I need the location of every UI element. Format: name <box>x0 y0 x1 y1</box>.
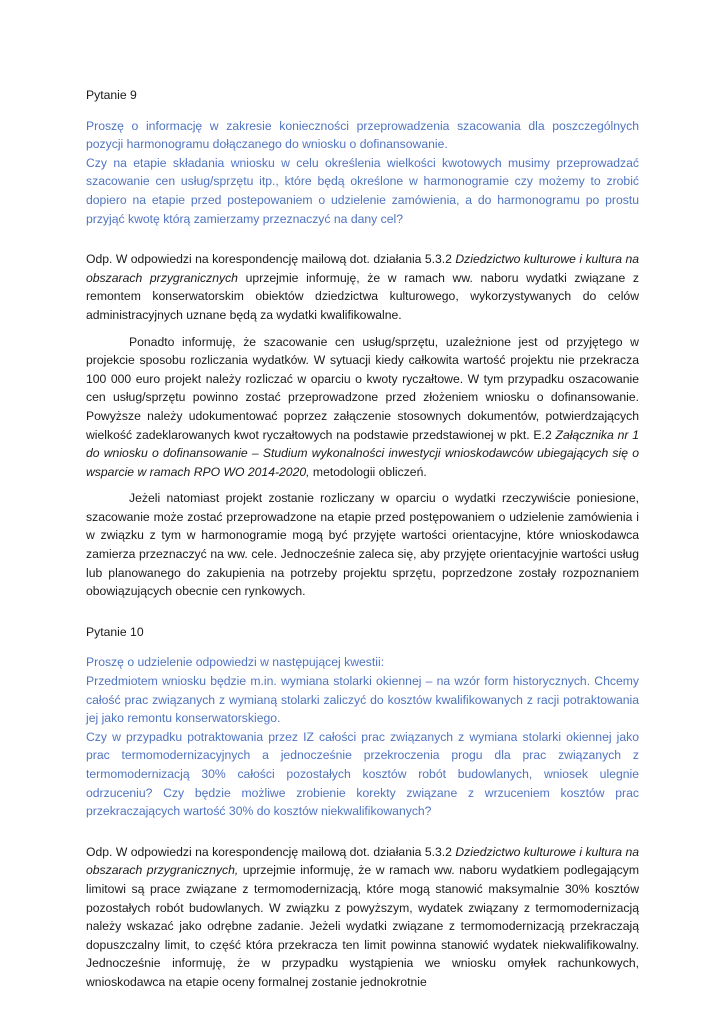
answer-9-paragraph-1: Odp. W odpowiedzi na korespondencję mailową dot. działania 5.3.2 Dziedzictwo kulturowe i kultura na obszarach przygranicznych uprzejmie informuję, że w ramach ww. naboru wydatki związane z remontem konserwatorskim obiektów dziedzictwa kulturowego, wykorzystywanych do celów administracyjnych uznane będą za wydatki kwalifikowalne. <box>86 252 640 322</box>
question-10-text-3: Czy w przypadku potraktowania przez IZ całości prac związanych z wymiana stolarki okiennej jako prac termomodernizacyjnych a jednocześnie przekroczenia progu dla prac związanych z termomodernizacją 30% całości pozostałych kosztów robót budowlanych, wniosek ulegnie odrzuceniu? Czy będzie możliwe zrobienie korekty związane z wrzuceniem kosztów prac przekraczających wartość 30% do kosztów niekwalifikowanych? <box>86 729 639 819</box>
question-10-text-1: Proszę o udzielenie odpowiedzi w następującej kwestii: <box>86 655 385 670</box>
question-9-text-1: Proszę o informację w zakresie konieczności przeprowadzenia szacowania dla poszczególnych pozycji harmonogramu dołączanego do wniosku o dofinansowanie. <box>86 118 639 152</box>
question-9-title: Pytanie 9 <box>86 88 137 102</box>
question-9-text-2: Czy na etapie składania wniosku w celu określenia wielkości kwotowych musimy przeprowadzać szacowanie cen usług/sprzętu itp., które będą określone w harmonogramie czy możemy to zrobić dopiero na etapie przed postepowaniem o udzielenie zamówienia, a do harmonogramu po prostu przyjąć kwotę którą zamierzamy przeznaczyć na dany cel? <box>86 155 639 226</box>
question-10-text-2: Przedmiotem wniosku będzie m.in. wymiana stolarki okiennej – na wzór form historycznych. Chcemy całość prac związanych z wymianą stolarki zaliczyć do kosztów kwalifikowanych z racji potraktowania jej jako remontu konserwatorskiego. <box>86 674 639 726</box>
question-10-title: Pytanie 10 <box>86 624 144 639</box>
answer-10-paragraph-1: Odp. W odpowiedzi na korespondencję mailową dot. działania 5.3.2 Dziedzictwo kulturowe i kultura na obszarach przygranicznych, uprzejmie informuję, że w ramach ww. naboru wydatkiem podlegającym limitowi są prace związane z termomodernizacją, które mogą stanowić maksymalnie 30% kosztów pozostałych robót budowlanych. W związku z powyższym, wydatek związany z termomodernizacją należy wskazać jako odrębne zadanie. Jeżeli wydatki związane z termomodernizacją przekraczają dopuszczalny limit, to część która przekracza ten limit powinna stanowić wydatek niekwalifikowalny. Jednocześnie informuję, że w przypadku wystąpienia we wniosku omyłek rachunkowych, wnioskodawca na etapie oceny formalnej zostanie jednokrotnie <box>86 844 640 989</box>
answer-9-paragraph-3: Jeżeli natomiast projekt zostanie rozliczany w oparciu o wydatki rzeczywiście poniesione, szacowanie może zostać przeprowadzone na etapie przed postępowaniem o udzielenie zamówienia i w związku z tym w harmonogramie mogą być przyjęte wartości orientacyjne, które wnioskodawca zamierza przeznaczyć na ww. cele. Jednocześnie zaleca się, aby przyjęte orientacyjnie wartości usług lub planowanego do zakupienia na potrzeby projektu sprzętu, poprzedzone zostały rozpoznaniem obowiązujących obecnie cen rynkowych. <box>86 491 639 599</box>
answer-9-paragraph-2: Ponadto informuję, że szacowanie cen usług/sprzętu, uzależnione jest od przyjętego w projekcie sposobu rozliczania wydatków. W sytuacji kiedy całkowita wartość projektu nie przekracza 100 000 euro projekt należy rozliczać w oparciu o kwoty ryczałtowe. W tym przypadku oszacowanie cen usług/sprzętu powinno zostać przeprowadzone przed złożeniem wniosku o dofinansowanie. Powyższe należy udokumentować poprzez załączenie stosownych dokumentów, potwierdzających wielkość zadeklarowanych kwot ryczałtowych na podstawie przedstawionej w pkt. E.2 Załącznika nr 1 do wniosku o dofinansowanie – Studium wykonalności inwestycji wnioskodawców ubiegających się o wsparcie w ramach RPO WO 2014-2020, metodologii obliczeń. <box>86 334 640 479</box>
